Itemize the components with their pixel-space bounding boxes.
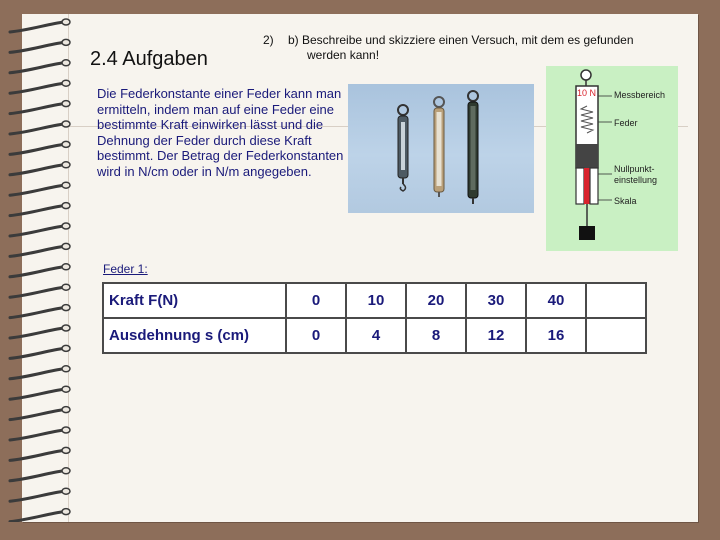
binding-hole <box>62 407 70 413</box>
zero-adjust-label-2: einstellung <box>614 175 658 185</box>
table-row <box>103 318 646 353</box>
page-title: 2.4 Aufgaben <box>90 48 208 70</box>
binding-ring <box>10 328 64 338</box>
binding-hole <box>62 141 70 147</box>
binding-ring <box>10 450 64 460</box>
binding-hole <box>62 39 70 45</box>
binding-ring <box>10 246 64 256</box>
binding-ring <box>10 267 64 277</box>
table-caption: Feder 1: <box>103 262 148 276</box>
binding-hole <box>62 386 70 392</box>
binding-ring <box>10 491 64 501</box>
binding-hole <box>62 19 70 25</box>
table-cell: 20 <box>406 283 466 318</box>
binding-ring <box>10 471 64 481</box>
table-cell: 10 <box>346 283 406 318</box>
binding-hole <box>62 325 70 331</box>
task-number: 2) <box>263 33 274 47</box>
binding-hole <box>62 427 70 433</box>
row-header: Ausdehnung s (cm) <box>103 318 286 353</box>
scale-label: Skala <box>614 196 637 206</box>
table-cell: 12 <box>466 318 526 353</box>
table-cell: 0 <box>286 283 346 318</box>
binding-ring <box>10 430 64 440</box>
task-text-line-1: b) Beschreibe und skizziere einen Versuch, mit dem es gefunden <box>288 33 634 47</box>
spring-scale-diagram <box>546 66 678 251</box>
binding-ring <box>10 206 64 216</box>
binding-hole <box>62 284 70 290</box>
binding-hole <box>62 345 70 351</box>
binding-hole <box>62 509 70 515</box>
binding-hole <box>62 223 70 229</box>
binding-ring <box>10 165 64 175</box>
measurement-table <box>102 282 647 354</box>
binding-ring <box>10 22 64 32</box>
binding-hole <box>62 447 70 453</box>
binding-ring <box>10 348 64 358</box>
table-cell <box>586 283 646 318</box>
spiral-binding <box>0 14 90 522</box>
table-row <box>103 283 646 318</box>
intro-paragraph: Die Federkonstante einer Feder kann man ermitteln, indem man auf eine Feder eine bestimmte Kraft einwirken lässt und die Dehnung der Feder durch diese Kraft bestimmt. Der Betrag der Federkonstanten wird in N/cm oder in N/m angegeben. <box>97 86 344 179</box>
task-text-line-2: werden kann! <box>307 48 380 62</box>
binding-ring <box>10 63 64 73</box>
binding-hole <box>62 80 70 86</box>
binding-ring <box>10 83 64 93</box>
binding-ring <box>10 144 64 154</box>
binding-ring <box>10 389 64 399</box>
table-cell <box>586 318 646 353</box>
binding-hole <box>62 305 70 311</box>
table-cell: 30 <box>466 283 526 318</box>
zero-adjust-label-1: Nullpunkt- <box>614 164 655 174</box>
table-cell: 40 <box>526 283 586 318</box>
binding-ring <box>10 185 64 195</box>
binding-ring <box>10 308 64 318</box>
binding-hole <box>62 264 70 270</box>
measuring-range-label: Messbereich <box>614 90 666 100</box>
binding-hole <box>62 162 70 168</box>
range-value-label: 10 N <box>577 88 597 98</box>
binding-hole <box>62 488 70 494</box>
binding-ring <box>10 369 64 379</box>
binding-ring <box>10 104 64 114</box>
row-header: Kraft F(N) <box>103 283 286 318</box>
binding-hole <box>62 203 70 209</box>
binding-ring <box>10 226 64 236</box>
spring-scales-photo <box>348 84 534 213</box>
binding-hole <box>62 60 70 66</box>
binding-hole <box>62 468 70 474</box>
spring-label: Feder <box>614 118 638 128</box>
binding-ring <box>10 42 64 52</box>
binding-hole <box>62 101 70 107</box>
binding-ring <box>10 410 64 420</box>
table-cell: 16 <box>526 318 586 353</box>
binding-ring <box>10 287 64 297</box>
binding-ring <box>10 512 64 522</box>
binding-ring <box>10 124 64 134</box>
binding-hole <box>62 121 70 127</box>
binding-hole <box>62 366 70 372</box>
table-cell: 0 <box>286 318 346 353</box>
binding-hole <box>62 243 70 249</box>
table-cell: 4 <box>346 318 406 353</box>
task-text <box>288 33 673 63</box>
table-cell: 8 <box>406 318 466 353</box>
binding-hole <box>62 182 70 188</box>
